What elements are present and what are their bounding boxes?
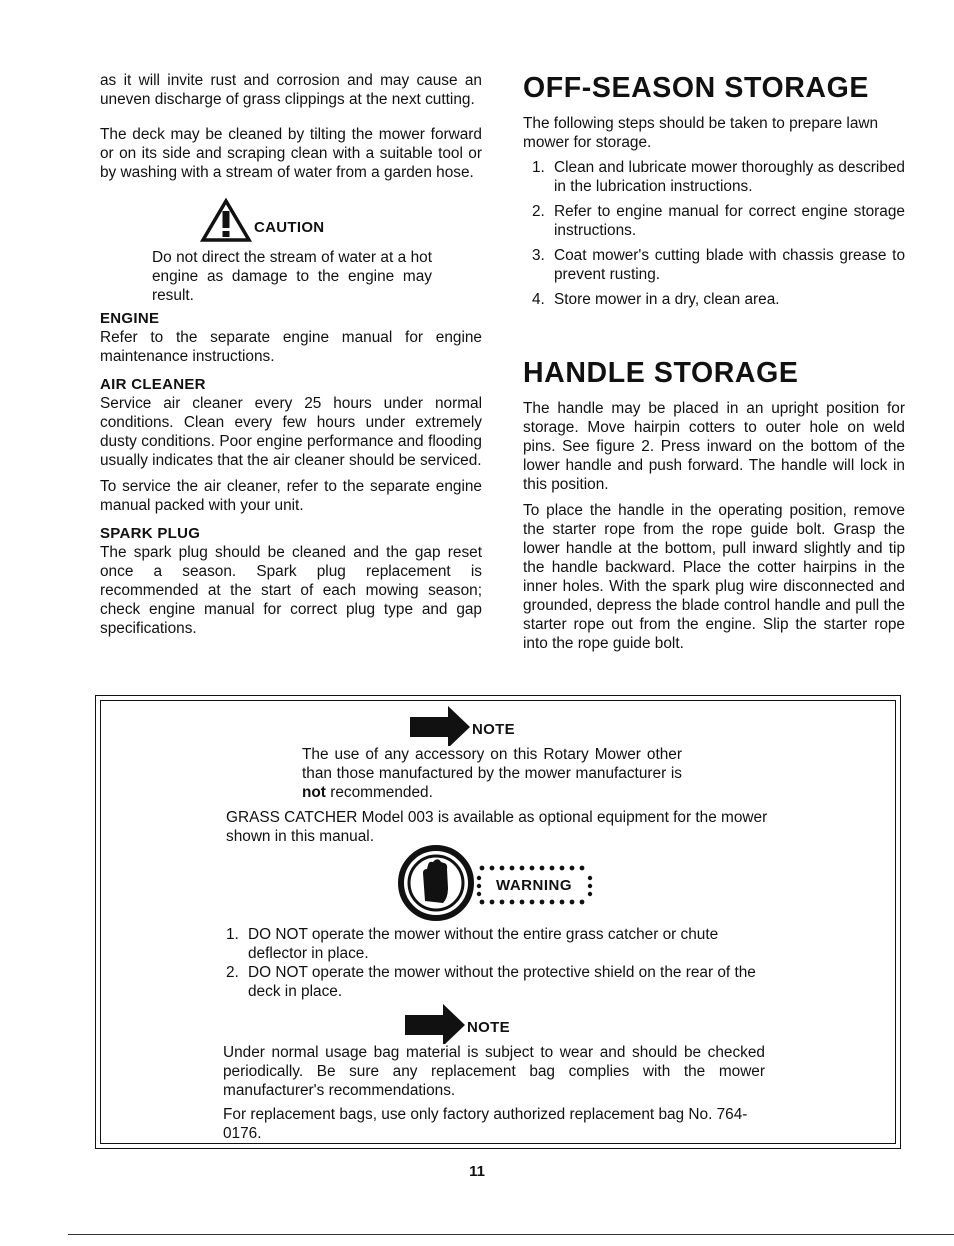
note-label: NOTE: [472, 721, 515, 738]
arrow-icon: [405, 1004, 467, 1044]
engine-text: Refer to the separate engine manual for engine maintenance instructions.: [100, 329, 482, 365]
list-item: 1. Clean and lubricate mower thoroughly as described in the lubrication instructions.: [532, 159, 905, 195]
left-column: [100, 71, 482, 638]
caution-label: CAUTION: [254, 219, 325, 236]
air-cleaner-service-text: To service the air cleaner, refer to the separate engine manual packed with your unit.: [100, 478, 482, 514]
spark-plug-heading: SPARK PLUG: [100, 525, 201, 542]
replacement-bag-text: For replacement bags, use only factory authorized replacement bag No. 764-0176.: [223, 1106, 748, 1142]
list-item: 3. Coat mower's cutting blade with chassis grease to prevent rusting.: [532, 247, 905, 283]
caution-heading: [200, 198, 482, 244]
page-number: 11: [469, 1163, 485, 1180]
off-season-steps: [523, 158, 905, 309]
list-item: 2. Refer to engine manual for correct engine storage instructions.: [532, 203, 905, 239]
handle-storage-title: HANDLE STORAGE: [523, 357, 799, 389]
deck-continued-paragraph: as it will invite rust and corrosion and may cause an uneven discharge of grass clippings at the next cutting.: [100, 72, 482, 108]
arrow-icon: [410, 706, 472, 746]
handle-storage-text: The handle may be placed in an upright position for storage. Move hairpin cotters to outer hole on weld pins. See figure 2. Press inward on the bottom of the lower handle and push forward. The handle will lock in this position.: [523, 400, 905, 493]
warning-label: WARNING: [496, 877, 572, 894]
warning-heading: [398, 843, 598, 923]
handle-operating-text: To place the handle in the operating position, remove the starter rope from the rope guide bolt. Grasp the lower handle at the bottom, pull inward slightly and tip the handle backward. Place the cotter hairpins in the inner holes. With the spark plug wire disconnected and grounded, depress the blade control handle and pull the starter rope out from the engine. Slip the starter rope into the rope guide bolt.: [523, 502, 905, 652]
right-column: [523, 71, 905, 653]
air-cleaner-text: Service air cleaner every 25 hours under normal conditions. Clean every few hours under extremely dusty conditions. Poor engine performance and flooding usually indicates that the air cleaner should be serviced.: [100, 395, 482, 469]
warning-list: [226, 925, 771, 1001]
off-season-title: OFF-SEASON STORAGE: [523, 72, 869, 104]
footer-rule: [68, 1234, 954, 1235]
off-season-intro: The following steps should be taken to prepare lawn mower for storage.: [523, 115, 879, 151]
note-label-2: NOTE: [467, 1019, 510, 1036]
hand-stop-icon: [398, 843, 478, 923]
caution-text: Do not direct the stream of water at a hot engine as damage to the engine may result.: [152, 249, 432, 304]
list-item: 2. DO NOT operate the mower without the protective shield on the rear of the deck in place.: [226, 964, 756, 1000]
caution-triangle-icon: [200, 198, 252, 242]
note-heading-2: [405, 1004, 535, 1044]
bag-wear-text: Under normal usage bag material is subject to wear and should be checked periodically. Be sure any replacement bag complies with the mower manufacturer's recommendations.: [223, 1044, 765, 1099]
air-cleaner-heading: AIR CLEANER: [100, 376, 206, 393]
note-accessory-text: The use of any accessory on this Rotary Mower other than those manufactured by the mower manufacturer is not recommended.: [302, 746, 682, 801]
grass-catcher-text: GRASS CATCHER Model 003 is available as optional equipment for the mower shown in this manual.: [226, 809, 768, 845]
deck-cleaning-paragraph: The deck may be cleaned by tilting the mower forward or on its side and scraping clean with a suitable tool or by washing with a stream of water from a garden hose.: [100, 126, 482, 181]
spark-plug-text: The spark plug should be cleaned and the gap reset once a season. Spark plug replacement is recommended at the start of each mowing season; check engine manual for correct plug type and gap specifications.: [100, 544, 482, 637]
engine-heading: ENGINE: [100, 310, 160, 327]
list-item: 4. Store mower in a dry, clean area.: [532, 291, 780, 308]
list-item: 1. DO NOT operate the mower without the entire grass catcher or chute deflector in place.: [226, 926, 719, 962]
note-heading: [410, 706, 540, 746]
